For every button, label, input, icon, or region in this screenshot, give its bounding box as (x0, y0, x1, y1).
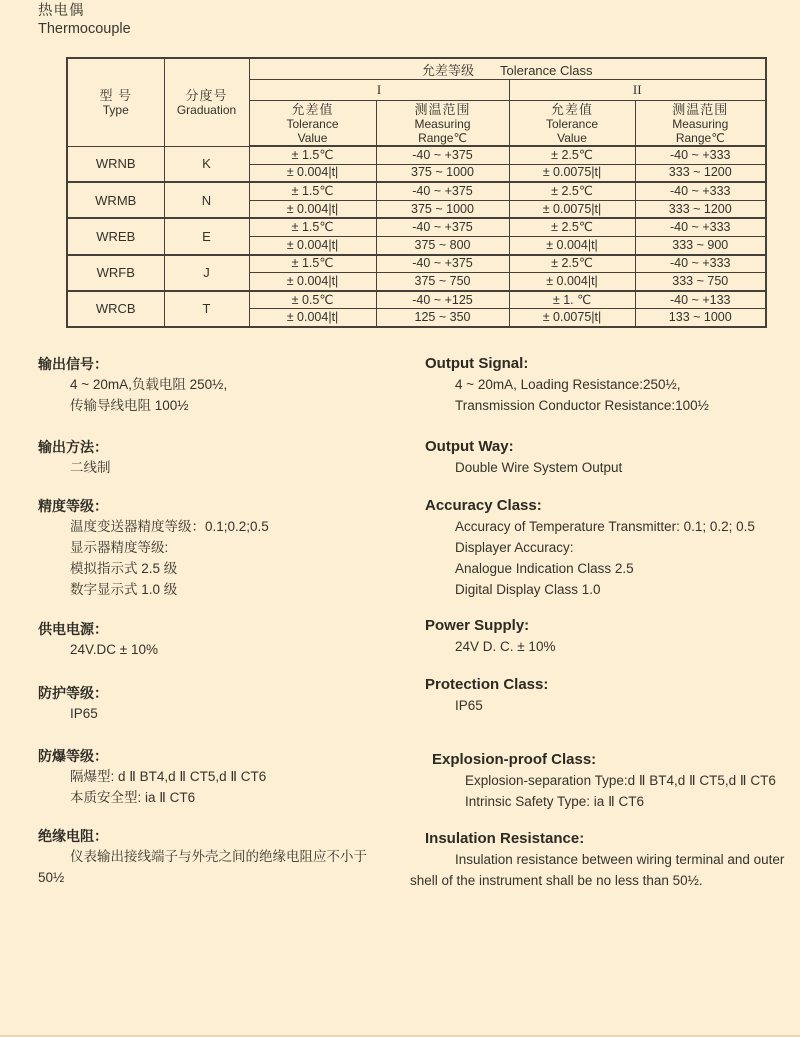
section-line: Double Wire System Output (455, 460, 623, 475)
cell-tol-i: ± 0.004|t| (249, 200, 376, 218)
header-meas-range-1-cn: 测温范围 (414, 101, 471, 117)
cell-range-ii: 333 ~ 1200 (635, 164, 766, 182)
section-output-way-en (410, 437, 798, 478)
section-line: shell of the instrument shall be no less than 50½. (410, 873, 703, 888)
header-graduation-cn: 分度号 (185, 87, 228, 103)
cell-tol-i: ± 1.5℃ (249, 182, 376, 200)
cell-graduation: K (164, 146, 249, 182)
cell-tol-ii: ± 2.5℃ (509, 182, 635, 200)
header-tol-value-1-cn: 允差值 (291, 101, 334, 117)
section-line: 二线制 (70, 460, 111, 475)
section-line: 显示器精度等级: (70, 540, 169, 555)
cell-range-i: -40 ~ +375 (376, 218, 509, 236)
cell-graduation: T (164, 291, 249, 327)
cell-range-i: 375 ~ 750 (376, 273, 509, 291)
cell-range-ii: -40 ~ +333 (635, 255, 766, 273)
section-power-cn (38, 619, 406, 660)
table-row (67, 218, 766, 236)
cell-range-ii: 333 ~ 1200 (635, 200, 766, 218)
cell-tol-i: ± 0.004|t| (249, 164, 376, 182)
cell-type: WREB (67, 218, 164, 254)
specs-column-cn (38, 354, 406, 888)
cell-tol-i: ± 0.5℃ (249, 291, 376, 309)
cell-tol-ii: ± 2.5℃ (509, 146, 635, 164)
section-heading: 防护等级： (38, 685, 108, 701)
section-power-en (410, 616, 798, 657)
header-meas-range-2-en2: Range℃ (675, 130, 725, 145)
section-line: 24V D. C. ± 10% (455, 639, 556, 654)
section-line: 传输导线电阻 100½ (70, 398, 189, 413)
section-heading: Insulation Resistance: (425, 830, 585, 847)
cell-range-ii: -40 ~ +333 (635, 182, 766, 200)
section-line: Digital Display Class 1.0 (455, 582, 601, 597)
cell-range-i: -40 ~ +125 (376, 291, 509, 309)
cell-tol-ii: ± 2.5℃ (509, 255, 635, 273)
section-line: Displayer Accuracy: (455, 540, 574, 555)
section-output-signal-en (410, 354, 798, 416)
section-protection-cn (38, 683, 406, 724)
cell-tol-i: ± 1.5℃ (249, 146, 376, 164)
header-meas-range-2-en1: Measuring (672, 116, 729, 131)
table-row (67, 182, 766, 200)
header-tol-value-2-en1: Tolerance (545, 116, 599, 131)
page-title-cn: 热电偶 (38, 3, 85, 19)
header-tolerance-class-en: Tolerance Class (500, 62, 593, 78)
section-heading: 输出信号： (38, 356, 108, 372)
section-line: 50½ (38, 870, 65, 885)
header-meas-range-1-en2: Range℃ (418, 130, 467, 145)
header-class-i: I (249, 80, 509, 101)
cell-range-ii: 333 ~ 900 (635, 236, 766, 254)
section-line: Explosion-separation Type:d Ⅱ BT4,d Ⅱ CT5,d Ⅱ CT6 (465, 773, 776, 788)
cell-tol-ii: ± 2.5℃ (509, 218, 635, 236)
cell-range-i: 375 ~ 1000 (376, 164, 509, 182)
section-line: 本质安全型: ia Ⅱ CT6 (70, 790, 196, 805)
header-tol-value-2-en2: Value (557, 130, 587, 145)
cell-tol-i: ± 0.004|t| (249, 236, 376, 254)
header-type (67, 58, 164, 146)
cell-tol-ii: ± 0.0075|t| (509, 200, 635, 218)
cell-type: WRFB (67, 255, 164, 291)
cell-range-i: 375 ~ 800 (376, 236, 509, 254)
header-tol-value-1-en1: Tolerance (286, 116, 339, 131)
cell-tol-ii: ± 0.0075|t| (509, 164, 635, 182)
tolerance-table (66, 57, 767, 328)
cell-range-i: 375 ~ 1000 (376, 200, 509, 218)
section-line: Transmission Conductor Resistance:100½ (455, 398, 709, 413)
header-meas-range-2-cn: 测温范围 (672, 101, 729, 117)
cell-range-ii: 133 ~ 1000 (635, 309, 766, 327)
table-row (67, 255, 766, 273)
header-meas-range-2 (635, 101, 766, 147)
cell-tol-i: ± 1.5℃ (249, 255, 376, 273)
section-heading: Protection Class: (425, 676, 549, 693)
cell-graduation: N (164, 182, 249, 218)
section-line: 24V.DC ± 10% (70, 642, 158, 657)
section-line: Insulation resistance between wiring terminal and outer (455, 852, 785, 867)
header-type-en: Type (102, 102, 129, 117)
header-tolerance-class (249, 58, 766, 80)
section-heading: 防爆等级： (38, 748, 108, 764)
cell-tol-i: ± 0.004|t| (249, 309, 376, 327)
section-line: 4 ~ 20mA, Loading Resistance:250½, (455, 377, 681, 392)
section-protection-en (410, 675, 798, 716)
section-line: 仪表输出接线端子与外壳之间的绝缘电阻应不小于 (70, 849, 367, 864)
section-line: Accuracy of Temperature Transmitter: 0.1; 0.2; 0.5 (455, 519, 755, 534)
section-line: 4 ~ 20mA,负载电阻 250½, (70, 377, 228, 392)
section-line: 模拟指示式 2.5 级 (70, 561, 178, 576)
section-heading: 绝缘电阻： (38, 828, 108, 844)
section-heading: Explosion-proof Class: (432, 751, 597, 768)
section-line: IP65 (455, 698, 483, 713)
section-line: Analogue Indication Class 2.5 (455, 561, 634, 576)
section-heading: 精度等级： (38, 498, 108, 514)
section-output-signal-cn (38, 354, 406, 416)
cell-range-ii: -40 ~ +333 (635, 218, 766, 236)
cell-range-ii: -40 ~ +133 (635, 291, 766, 309)
section-line: 温度变送器精度等级：0.1;0.2;0.5 (70, 519, 269, 534)
header-graduation (164, 58, 249, 146)
header-tol-value-1-en2: Value (297, 130, 328, 145)
section-explosion-cn (38, 746, 406, 808)
header-tol-value-2 (509, 101, 635, 147)
section-line: 数字显示式 1.0 级 (70, 582, 178, 597)
cell-tol-i: ± 0.004|t| (249, 273, 376, 291)
cell-graduation: E (164, 218, 249, 254)
section-line: IP65 (70, 706, 98, 721)
cell-range-i: -40 ~ +375 (376, 146, 509, 164)
section-heading: 输出方法： (38, 439, 108, 455)
header-tolerance-class-cn: 允差等级 (422, 62, 475, 78)
section-line: Intrinsic Safety Type: ia Ⅱ CT6 (465, 794, 644, 809)
header-graduation-en: Graduation (176, 102, 237, 117)
section-heading: Output Way: (425, 438, 514, 455)
cell-tol-ii: ± 1. ℃ (509, 291, 635, 309)
header-class-ii: II (509, 80, 766, 101)
section-heading: Power Supply: (425, 617, 530, 634)
section-accuracy-cn (38, 496, 406, 600)
page-title (38, 2, 131, 38)
cell-tol-i: ± 1.5℃ (249, 218, 376, 236)
cell-type: WRCB (67, 291, 164, 327)
section-insulation-cn (38, 826, 406, 888)
cell-type: WRMB (67, 182, 164, 218)
cell-range-i: -40 ~ +375 (376, 182, 509, 200)
cell-tol-ii: ± 0.0075|t| (509, 309, 635, 327)
cell-type: WRNB (67, 146, 164, 182)
section-accuracy-en (410, 496, 798, 600)
cell-range-ii: -40 ~ +333 (635, 146, 766, 164)
header-meas-range-1 (376, 101, 509, 147)
section-heading: 供电电源： (38, 621, 108, 637)
cell-range-i: -40 ~ +375 (376, 255, 509, 273)
cell-tol-ii: ± 0.004|t| (509, 273, 635, 291)
section-insulation-en (410, 829, 798, 891)
specs-column-en (410, 354, 798, 891)
header-meas-range-1-en1: Measuring (414, 116, 471, 131)
section-output-way-cn (38, 437, 406, 478)
tolerance-table-container (66, 57, 767, 328)
header-tol-value-1 (249, 101, 376, 147)
section-line: 隔爆型: d Ⅱ BT4,d Ⅱ CT5,d Ⅱ CT6 (70, 769, 267, 784)
section-heading: Accuracy Class: (425, 497, 542, 514)
table-row (67, 291, 766, 309)
cell-graduation: J (164, 255, 249, 291)
header-type-cn: 型 号 (99, 87, 133, 103)
cell-tol-ii: ± 0.004|t| (509, 236, 635, 254)
table-row (67, 146, 766, 164)
header-tol-value-2-cn: 允差值 (550, 101, 593, 117)
section-explosion-en (410, 750, 798, 812)
cell-range-i: 125 ~ 350 (376, 309, 509, 327)
cell-range-ii: 333 ~ 750 (635, 273, 766, 291)
section-heading: Output Signal: (425, 355, 529, 372)
page-title-en: Thermocouple (38, 21, 131, 37)
